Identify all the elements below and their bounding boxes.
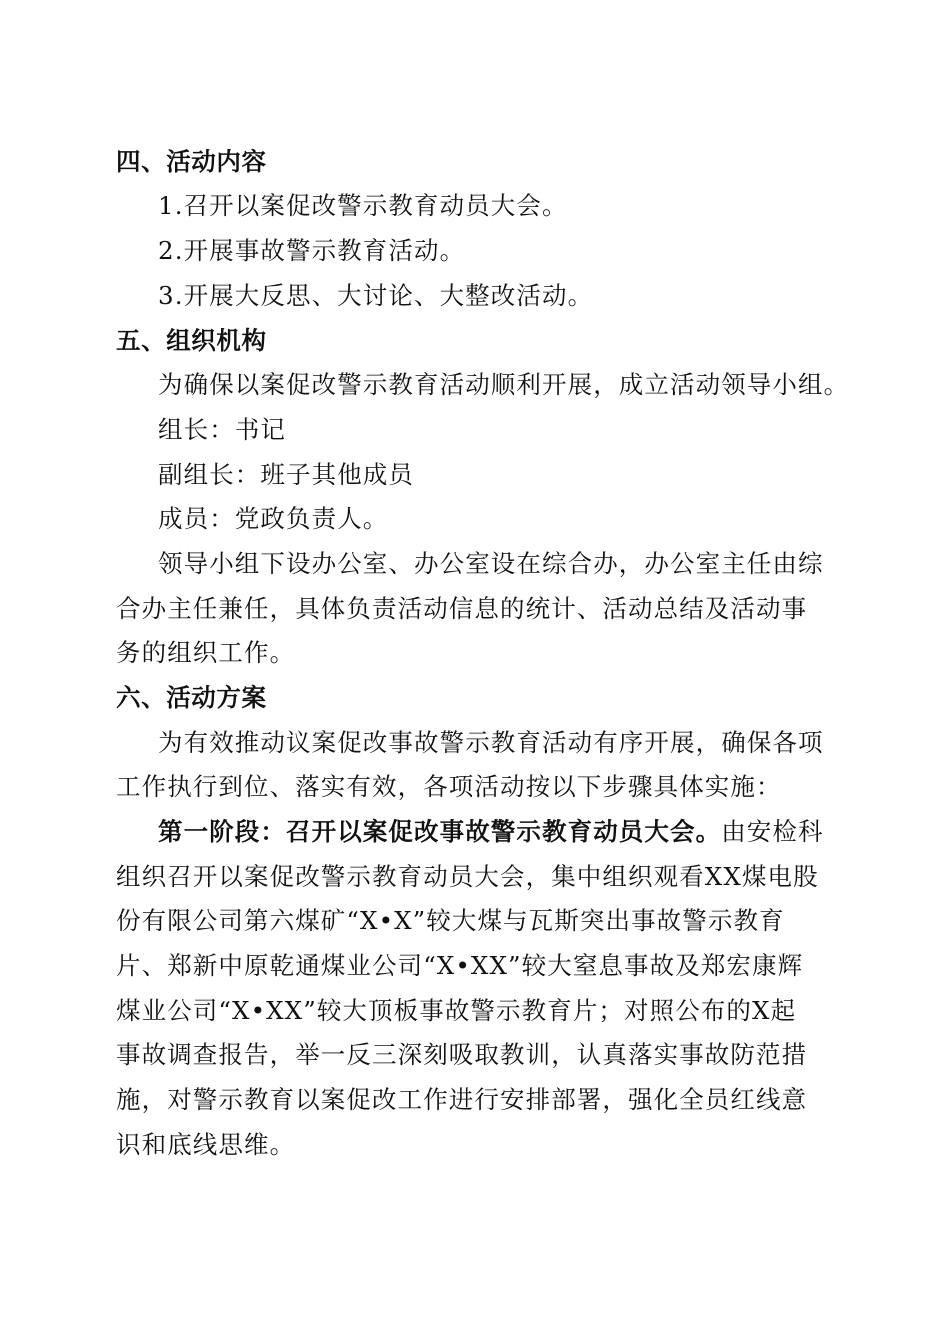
- paragraph-line: 组长：书记: [158, 415, 286, 444]
- list-item: 2.开展事故警示教育活动。: [158, 236, 466, 265]
- paragraph-line: 务的组织工作。: [116, 638, 296, 667]
- stage-text: 由安检科: [721, 817, 824, 846]
- paragraph-line: 副组长：班子其他成员: [158, 460, 414, 489]
- paragraph-line: 事故调查报告，举一反三深刻吸取教训，认真落实事故防范措: [116, 1040, 808, 1069]
- paragraph-line: 施，对警示教育以案促改工作进行安排部署，强化全员红线意: [116, 1085, 808, 1114]
- paragraph-line: 煤业公司“X•XX”较大顶板事故警示教育片；对照公布的X起: [116, 996, 797, 1025]
- section-heading-organization: 五、组织机构: [116, 326, 267, 355]
- section-heading-activity-plan: 六、活动方案: [116, 683, 267, 712]
- paragraph-line: 为有效推动议案促改事故警示教育活动有序开展，确保各项: [158, 728, 824, 757]
- paragraph-line: 领导小组下设办公室、办公室设在综合办，办公室主任由综: [158, 549, 824, 578]
- paragraph-line: 片、郑新中原乾通煤业公司“X•XX”较大窒息事故及郑宏康辉: [116, 951, 804, 980]
- paragraph-line: 为确保以案促改警示教育活动顺利开展，成立活动领导小组。: [158, 370, 850, 399]
- paragraph-line: 组织召开以案促改警示教育动员大会，集中组织观看XX煤电股: [116, 862, 819, 891]
- paragraph-line: 工作执行到位、落实有效，各项活动按以下步骤具体实施：: [116, 772, 782, 801]
- list-item: 3.开展大反思、大讨论、大整改活动。: [158, 281, 594, 310]
- paragraph-line: 识和底线思维。: [116, 1130, 296, 1159]
- paragraph-line: 成员：党政负责人。: [158, 504, 389, 533]
- list-item: 1.召开以案促改警示教育动员大会。: [158, 191, 568, 220]
- paragraph-line: [158, 810, 824, 854]
- stage-title: 第一阶段：召开以案促改事故警示教育动员大会。: [158, 817, 722, 846]
- paragraph-line: 份有限公司第六煤矿“X•X”较大煤与瓦斯突出事故警示教育: [116, 906, 785, 935]
- section-heading-activity-content: 四、活动内容: [116, 147, 267, 176]
- paragraph-line: 合办主任兼任，具体负责活动信息的统计、活动总结及活动事: [116, 594, 808, 623]
